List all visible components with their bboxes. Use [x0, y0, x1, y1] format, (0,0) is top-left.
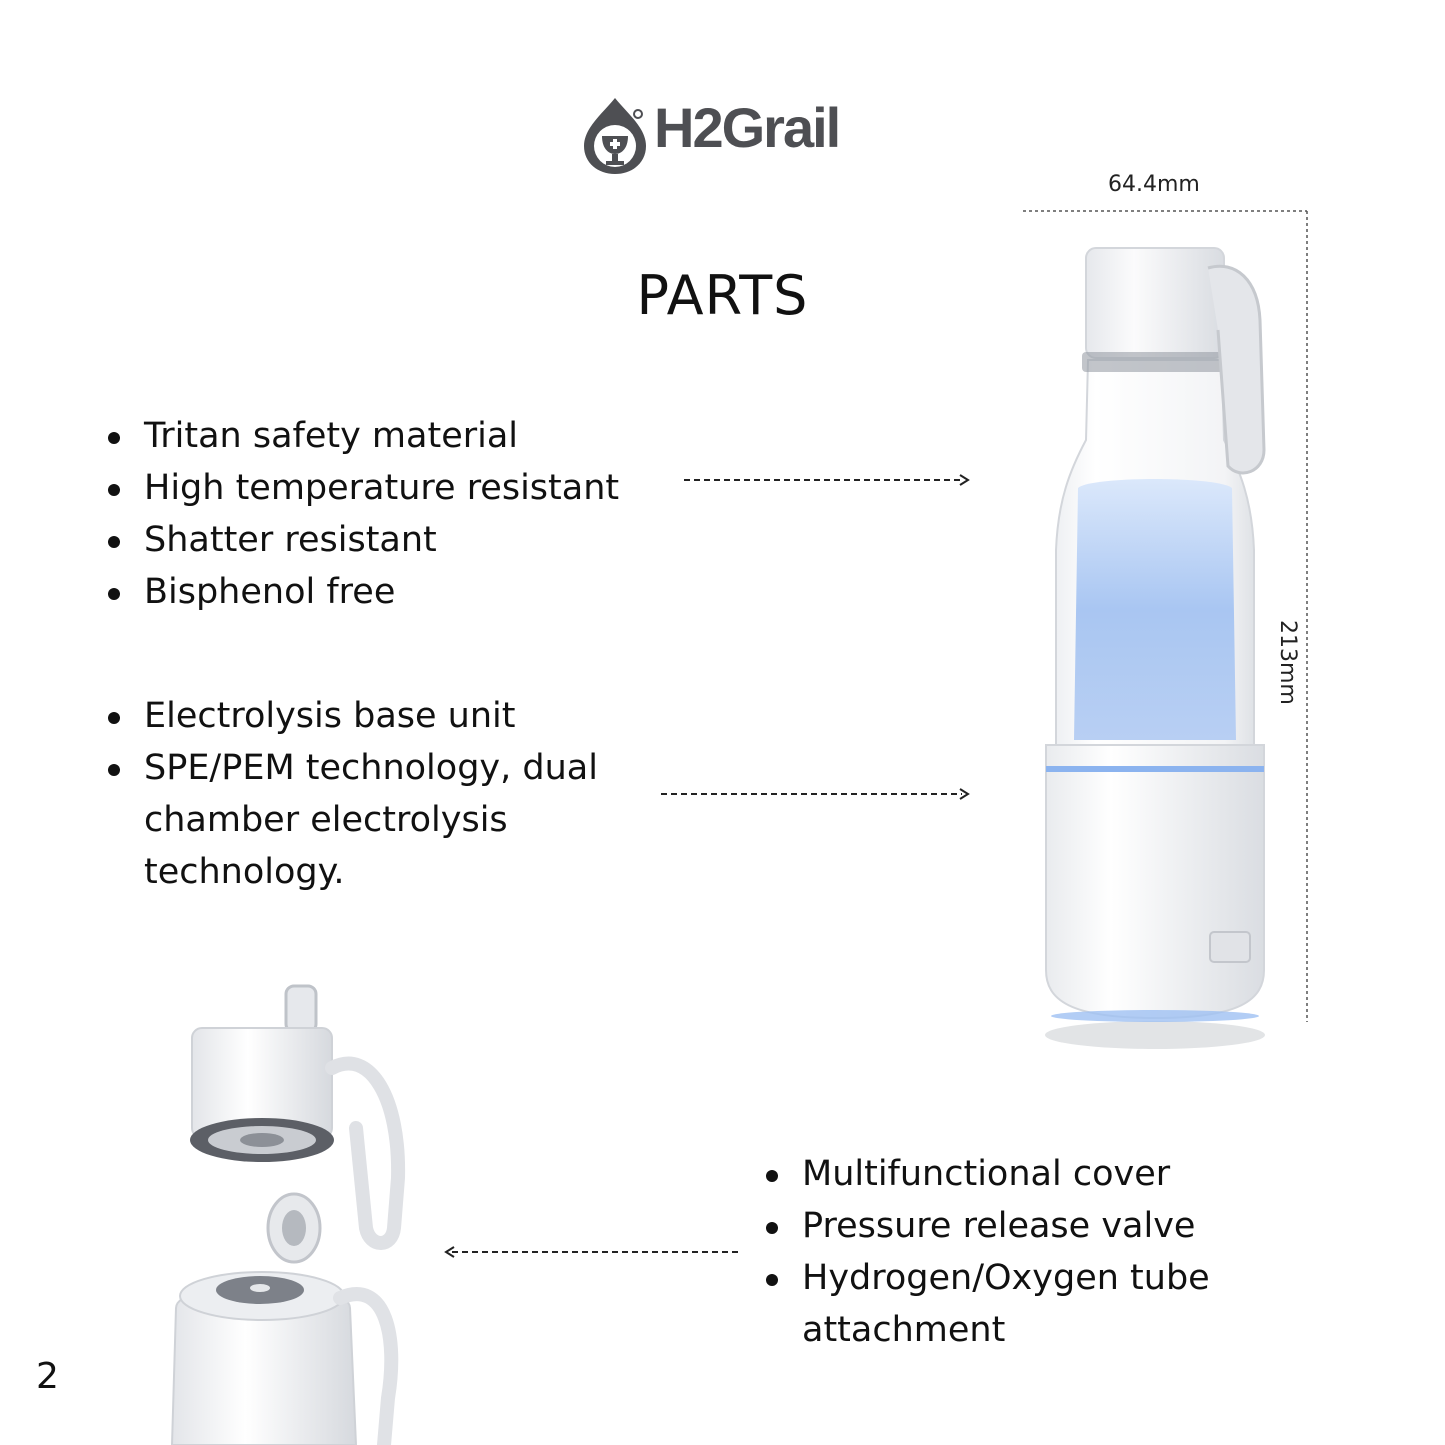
list-item: High temperature resistant: [108, 462, 708, 514]
list-item: Bisphenol free: [108, 566, 708, 618]
brand-name: H2Grail: [654, 96, 840, 159]
list-item: Multifunctional cover: [766, 1148, 1286, 1200]
charge-port-icon: [1210, 932, 1250, 962]
page-number: 2: [36, 1356, 59, 1397]
bottle-illustration: [1030, 240, 1300, 1060]
page-title: PARTS: [636, 264, 809, 327]
list-item: Pressure release valve: [766, 1200, 1286, 1252]
list-item: Hydrogen/Oxygen tube attachment: [766, 1252, 1286, 1356]
cover-illustration: [160, 978, 420, 1445]
list-item: SPE/PEM technology, dual chamber electrolysis technology.: [108, 742, 668, 898]
arrow-right-icon: [684, 475, 968, 485]
width-dimension-label: 64.4mm: [1108, 172, 1200, 197]
height-dimension-label: 213mm: [1275, 620, 1300, 705]
list-item: Shatter resistant: [108, 514, 708, 566]
list-item: Electrolysis base unit: [108, 690, 668, 742]
arrow-left-icon: [446, 1247, 738, 1257]
list-item: Tritan safety material: [108, 410, 708, 462]
arrow-right-icon: [661, 789, 968, 799]
